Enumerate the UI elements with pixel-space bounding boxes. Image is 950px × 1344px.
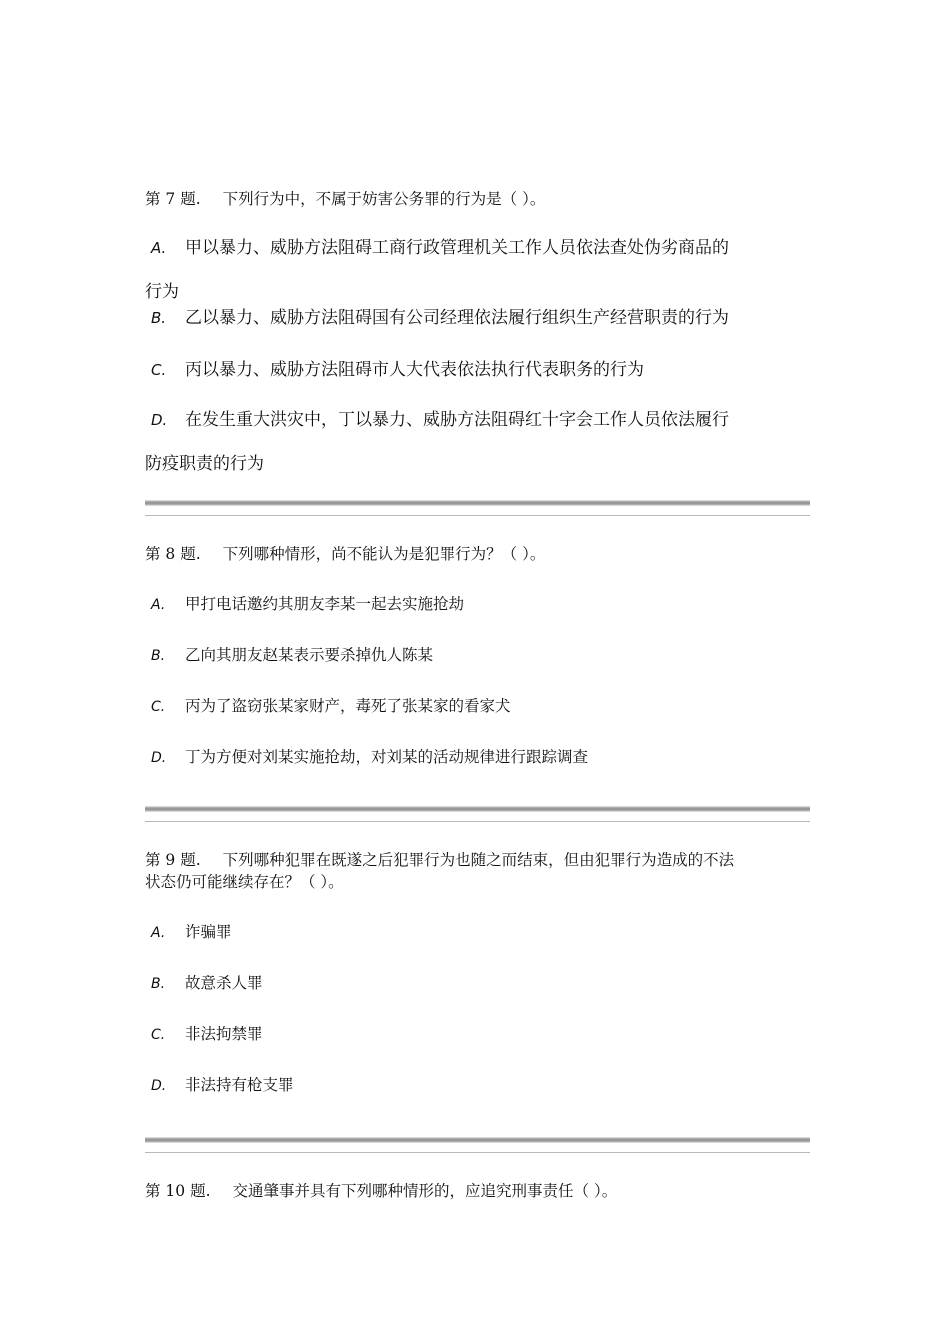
option-letter: B. bbox=[151, 648, 166, 664]
question-stem bbox=[145, 849, 810, 893]
option-letter: C. bbox=[151, 361, 167, 379]
question-9 bbox=[145, 849, 810, 1097]
question-text: 下列行为中，不属于妨害公务罪的行为是（ ）。 bbox=[222, 190, 546, 208]
option-c[interactable] bbox=[145, 1023, 810, 1046]
option-b[interactable] bbox=[145, 295, 810, 341]
question-number: 第 7 题. bbox=[145, 190, 201, 208]
option-letter: D. bbox=[151, 1078, 167, 1094]
option-text: 丙为了盗窃张某家财产，毒死了张某家的看家犬 bbox=[185, 697, 511, 715]
option-text: 甲打电话邀约其朋友李某一起去实施抢劫 bbox=[185, 595, 465, 613]
option-letter: A. bbox=[151, 925, 166, 941]
option-a[interactable] bbox=[145, 225, 810, 271]
question-stem bbox=[145, 1180, 810, 1202]
option-text: 乙以暴力、威胁方法阻碍国有公司经理依法履行组织生产经营职责的行为 bbox=[185, 308, 729, 328]
question-10 bbox=[145, 1180, 810, 1202]
question-7 bbox=[145, 188, 810, 487]
option-letter: C. bbox=[151, 1027, 166, 1043]
section-divider bbox=[145, 1137, 810, 1153]
question-text: 下列哪种犯罪在既遂之后犯罪行为也随之而结束，但由犯罪行为造成的不法 bbox=[222, 851, 735, 869]
question-stem bbox=[145, 543, 810, 565]
section-divider bbox=[145, 806, 810, 822]
option-text: 非法拘禁罪 bbox=[185, 1025, 263, 1043]
option-text: 丁为方便对刘某实施抢劫，对刘某的活动规律进行跟踪调查 bbox=[185, 748, 589, 766]
option-letter: B. bbox=[151, 976, 166, 992]
question-text: 交通肇事并具有下列哪种情形的，应追究刑事责任（ ）。 bbox=[232, 1182, 618, 1200]
question-number: 第 10 题. bbox=[145, 1182, 211, 1200]
option-letter: B. bbox=[151, 309, 167, 327]
option-letter: A. bbox=[151, 239, 167, 257]
question-number: 第 8 题. bbox=[145, 545, 201, 563]
option-b[interactable] bbox=[145, 972, 810, 995]
option-text-continued: 防疫职责的行为 bbox=[145, 454, 264, 474]
option-text: 甲以暴力、威胁方法阻碍工商行政管理机关工作人员依法查处伪劣商品的 bbox=[185, 238, 729, 258]
option-text: 非法持有枪支罪 bbox=[185, 1076, 294, 1094]
option-letter: D. bbox=[151, 750, 167, 766]
option-d-continued bbox=[145, 441, 810, 487]
question-number: 第 9 题. bbox=[145, 851, 201, 869]
option-a[interactable] bbox=[145, 593, 810, 616]
option-text: 乙向其朋友赵某表示要杀掉仇人陈某 bbox=[185, 646, 434, 664]
option-c[interactable] bbox=[145, 695, 810, 718]
option-text: 在发生重大洪灾中，丁以暴力、威胁方法阻碍红十字会工作人员依法履行 bbox=[185, 410, 729, 430]
option-letter: D. bbox=[151, 411, 168, 429]
option-d[interactable] bbox=[145, 397, 810, 443]
option-c[interactable] bbox=[145, 347, 810, 393]
question-stem bbox=[145, 188, 810, 210]
option-text: 故意杀人罪 bbox=[185, 974, 263, 992]
option-text-continued: 行为 bbox=[145, 282, 179, 302]
option-text: 诈骗罪 bbox=[185, 923, 232, 941]
option-a[interactable] bbox=[145, 921, 810, 944]
option-d[interactable] bbox=[145, 1074, 810, 1097]
option-letter: A. bbox=[151, 597, 166, 613]
option-d[interactable] bbox=[145, 746, 810, 769]
question-text-continued: 状态仍可能继续存在？（ ）。 bbox=[145, 873, 344, 891]
section-divider bbox=[145, 500, 810, 516]
option-letter: C. bbox=[151, 699, 166, 715]
question-8 bbox=[145, 543, 810, 769]
option-text: 丙以暴力、威胁方法阻碍市人大代表依法执行代表职务的行为 bbox=[185, 360, 644, 380]
question-text: 下列哪种情形，尚不能认为是犯罪行为？（ ）。 bbox=[222, 545, 546, 563]
option-b[interactable] bbox=[145, 644, 810, 667]
